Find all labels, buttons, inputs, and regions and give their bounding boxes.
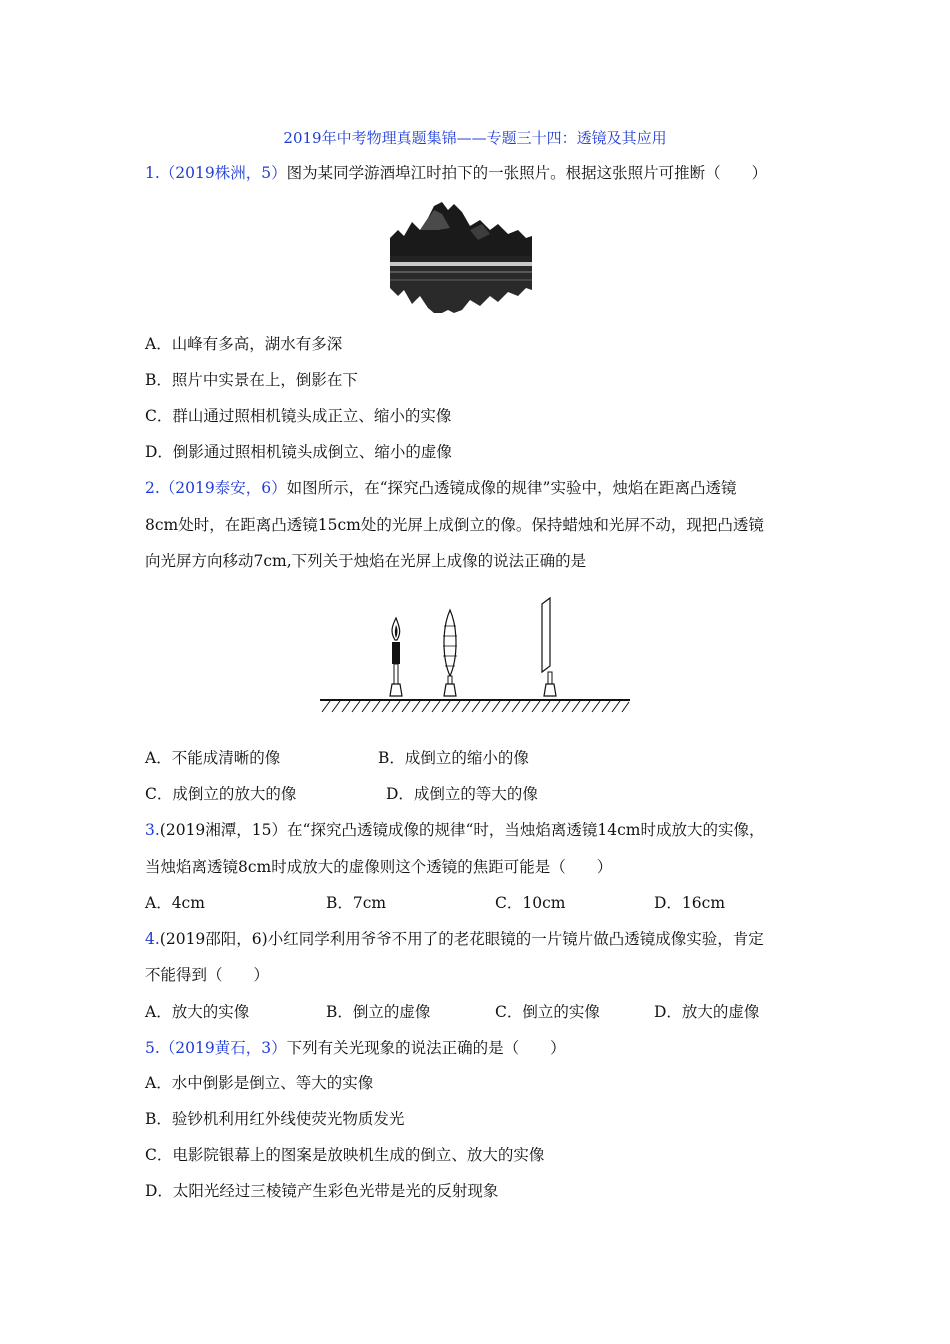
question-3-option-c: C．10cm — [495, 894, 566, 912]
question-2-option-d: D．成倒立的等大的像 — [386, 785, 538, 803]
question-3-text-line-2: 当烛焰离透镜8cm时成放大的虚像则这个透镜的焦距可能是（ ） — [145, 858, 613, 876]
question-1-option-c: C．群山通过照相机镜头成正立、缩小的实像 — [145, 407, 452, 425]
question-4-option-d: D．放大的虚像 — [654, 1003, 760, 1021]
question-4-option-c: C．倒立的实像 — [495, 1003, 600, 1021]
question-3-source: 3. — [145, 821, 160, 839]
question-1-source: 1.（2019株洲，5） — [145, 164, 287, 182]
light-screen — [542, 598, 556, 696]
question-2-text-line-2: 8cm处时，在距离凸透镜15cm处的光屏上成倒立的像。保持蜡烛和光屏不动，现把凸透镜 — [145, 516, 764, 534]
candle-lens-screen-diagram — [318, 596, 632, 716]
question-3-stem — [145, 820, 764, 840]
question-2-stem — [145, 478, 736, 498]
question-5-text: 下列有关光现象的说法正确的是（ ） — [286, 1039, 566, 1057]
question-2-text-line-3: 向光屏方向移动7cm,下列关于烛焰在光屏上成像的说法正确的是 — [145, 552, 587, 570]
question-5-source: 5.（2019黄石，3） — [145, 1039, 287, 1057]
question-3-option-b: B．7cm — [326, 894, 387, 912]
question-5-option-b: B．验钞机利用红外线使荧光物质发光 — [145, 1110, 405, 1128]
question-5-option-a: A．水中倒影是倒立、等大的实像 — [145, 1074, 374, 1092]
question-4-option-b: B．倒立的虚像 — [326, 1003, 431, 1021]
question-4-stem — [145, 929, 764, 949]
question-5-stem — [145, 1038, 566, 1058]
question-5-option-d: D．太阳光经过三棱镜产生彩色光带是光的反射现象 — [145, 1182, 499, 1200]
lake-reflection-photo — [390, 200, 532, 313]
question-3-option-a: A．4cm — [145, 894, 205, 912]
question-1-option-b: B．照片中实景在上，倒影在下 — [145, 371, 358, 389]
question-2-text-line-1: 如图所示，在“探究凸透镜成像的规律”实验中，烛焰在距离凸透镜 — [286, 479, 737, 497]
question-1-option-d: D．倒影通过照相机镜头成倒立、缩小的虚像 — [145, 443, 452, 461]
question-3-text-line-1: (2019湘潭，15）在“探究凸透镜成像的规律“时，当烛焰离透镜14cm时成放大的实像， — [159, 821, 765, 839]
question-1-stem — [145, 163, 767, 183]
candle — [390, 618, 402, 696]
question-2-source: 2.（2019泰安，6） — [145, 479, 287, 497]
page-title: 2019年中考物理真题集锦——专题三十四：透镜及其应用 — [283, 129, 667, 147]
question-1-text: 图为某同学游酒埠江时拍下的一张照片。根据这张照片可推断（ ） — [286, 164, 768, 182]
question-3-option-d: D．16cm — [654, 894, 726, 912]
convex-lens — [443, 610, 457, 696]
question-2-option-b: B．成倒立的缩小的像 — [378, 749, 529, 767]
question-2-option-a: A．不能成清晰的像 — [145, 749, 281, 767]
question-4-option-a: A．放大的实像 — [145, 1003, 250, 1021]
question-4-source: 4. — [145, 930, 160, 948]
question-4-text-line-2: 不能得到（ ） — [145, 966, 270, 984]
question-1-option-a: A．山峰有多高，湖水有多深 — [145, 335, 343, 353]
question-2-option-c: C．成倒立的放大的像 — [145, 785, 297, 803]
question-5-option-c: C．电影院银幕上的图案是放映机生成的倒立、放大的实像 — [145, 1146, 545, 1164]
question-4-text-line-1: (2019邵阳，6)小红同学利用爷爷不用了的老花眼镜的一片镜片做凸透镜成像实验，肯定 — [159, 930, 764, 948]
